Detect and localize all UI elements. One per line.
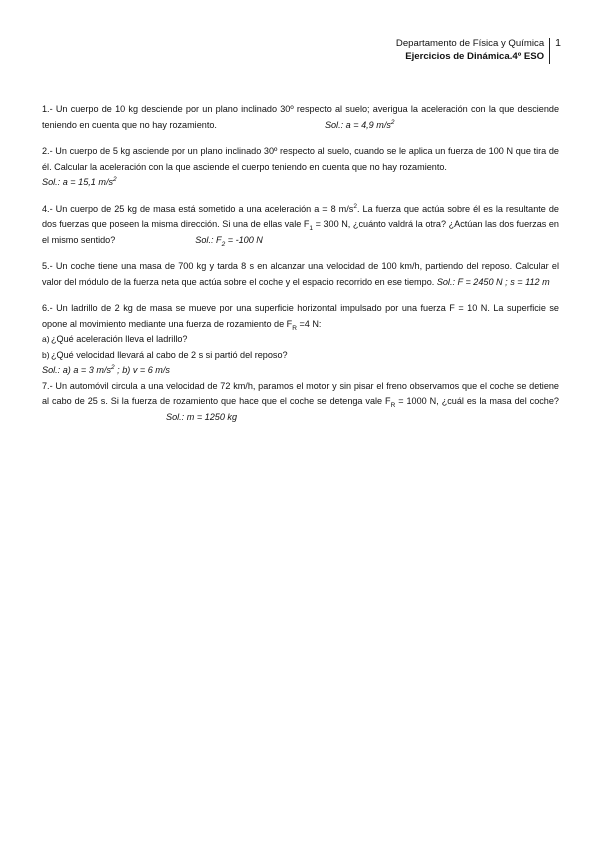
exercise-7-solution: Sol.: m = 1250 kg — [166, 411, 238, 422]
exercise-1-text: 1.- Un cuerpo de 10 kg desciende por un plano inclinado 30º respecto al suelo; averigua la aceleración con la que desciende teniendo en cuenta que no hay rozamiento. — [42, 104, 559, 130]
exercise-6-solution-exponent: 2 — [111, 363, 115, 371]
exercise-6-item-a-marker: a) — [42, 334, 50, 344]
exercise-2-solution-exponent: 2 — [113, 175, 117, 183]
exercise-2-text: 2.- Un cuerpo de 5 kg asciende por un plano inclinado 30º respecto al suelo, cuando se le aplica un fuerza de 100 N que tira de él. Calcular la aceleración con la que asciende el cuerpo teniendo en cuenta que no hay rozamiento. — [42, 146, 559, 172]
exercise-4-exponent: 2 — [353, 202, 357, 210]
exercise-6-solution-part2: ; b) v = 6 m/s — [114, 365, 170, 375]
exercise-1-solution-exponent: 2 — [390, 118, 395, 126]
exercise-6-item-b — [42, 348, 559, 364]
exercise-6-text-part2: =4 N: — [296, 318, 322, 329]
exercise-6-item-a — [42, 332, 559, 348]
exercise-6-solution-part1: Sol.: a) a = 3 m/s — [42, 365, 111, 375]
exercise-7-subscript: R — [390, 401, 396, 409]
exercise-6-item-b-marker: b) — [42, 349, 50, 360]
exercise-5-text: 5.- Un coche tiene una masa de 700 kg y tarda 8 s en alcanzar una velocidad de 100 km/h, partiendo del reposo. Calcular el valor del módulo de la fuerza neta que actúa sobre el coche y el espacio recorrido en ese tiempo. — [42, 261, 559, 287]
exercise-5 — [42, 259, 559, 290]
page-number: 1 — [555, 37, 561, 49]
exercise-5-solution: Sol.: F = 2450 N ; s = 112 m — [436, 276, 550, 287]
exercise-6-text-part1: 6.- Un ladrillo de 2 kg de masa se mueve por una superficie horizontal impulsado por una fuerza F = 10 N. La superficie se opone al movimiento mediante una fuerza de rozamiento de F — [42, 303, 559, 329]
worksheet-subtitle: Ejercicios de Dinámica.4º ESO — [405, 51, 545, 62]
page-header — [396, 37, 561, 64]
exercise-list — [42, 102, 559, 436]
exercise-1-solution — [325, 120, 395, 130]
exercise-1 — [42, 102, 559, 133]
exercise-4-text-part3: = 300 N, ¿cuánto valdrá la otra? ¿Actúan las dos fuerzas en el mismo sentido? — [42, 219, 559, 245]
exercise-4-text-part1: 4.- Un cuerpo de 25 kg de masa está sometido a una aceleración a = 8 m/s — [42, 203, 354, 214]
exercise-2 — [42, 144, 559, 191]
exercise-7-text-part2: = 1000 N, ¿cuál es la masa del coche? — [395, 396, 559, 406]
exercise-7 — [42, 379, 559, 426]
exercise-4-solution-part1: Sol.: F — [195, 234, 222, 245]
exercise-4-solution-subscript: 2 — [221, 240, 226, 248]
header-text — [396, 37, 549, 63]
exercise-2-solution — [42, 175, 559, 191]
exercise-4 — [42, 202, 559, 249]
exercise-6-subscript: R — [292, 324, 297, 332]
exercise-6-solution — [42, 363, 559, 379]
exercise-2-solution-text: Sol.: a = 15,1 m/s — [42, 177, 114, 187]
exercise-4-solution — [195, 234, 263, 248]
exercise-6 — [42, 301, 559, 379]
exercise-4-text-part2: . La fuerza que actúa sobre él es la resultante de dos fuerzas que poseen la misma dirección. Si una de ellas vale F — [42, 203, 559, 229]
exercise-4-subscript: 1 — [309, 224, 314, 232]
exercise-4-solution-part2: = -100 N — [225, 234, 263, 245]
exercise-6-item-b-text: ¿Qué velocidad llevará al cabo de 2 s si partió del reposo? — [51, 349, 288, 360]
exercise-1-solution-text: Sol.: a = 4,9 m/s — [324, 119, 391, 130]
exercise-6-item-a-text: ¿Qué aceleración lleva el ladrillo? — [51, 334, 188, 344]
exercise-7-text-part1: 7.- Un automóvil circula a una velocidad de 72 km/h, paramos el motor y sin pisar el freno observamos que el coche se detiene al cabo de 25 s. Si la fuerza de rozamiento que hace que el coche se detenga vale F — [42, 380, 559, 406]
department-name: Departamento de Física y Química — [395, 38, 545, 49]
